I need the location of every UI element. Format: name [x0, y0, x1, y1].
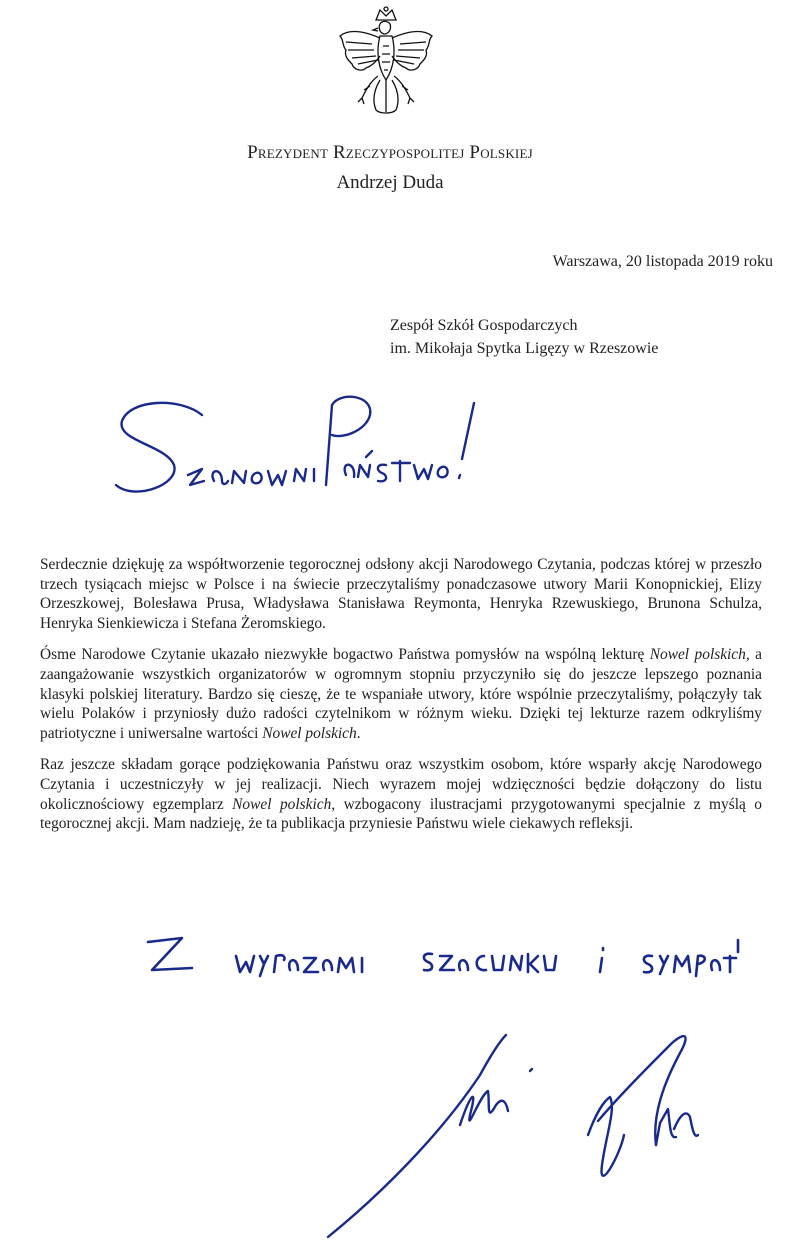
body-p3-text-b: , wzbogacony ilustracjami przygotowanymi specjalnie z myślą o tegorocznej akcji. Mam nadzieję, że ta publikacja przyniesie Państwu wiele ciekawych refleksji.: [40, 795, 762, 833]
recipient-line-1: Zespół Szkół Gospodarczych: [390, 317, 578, 334]
handwritten-closing: [140, 928, 740, 988]
book-title: Nowel polskich: [262, 724, 357, 742]
letter-body: [40, 555, 762, 846]
sender-title: Prezydent Rzeczypospolitej Polskiej: [247, 142, 533, 163]
body-paragraph-3: [40, 755, 762, 833]
body-p2-text-b: , a zaangażowanie wszystkich organizatorów w ogromnym stopniu przyczyniło się do jeszcze lepszego poznania klasyki polskiej literatury. Bardzo się cieszę, że te wspaniałe utwory, które wspólnie przeczytaliśmy, połączyły tak wielu Polaków i przyniosły dużo radości czytelnikom w różnym wieku. Dzięki tej lekturze razem odkryliśmy patriotyczne i uniwersalne wartości: [40, 646, 762, 742]
body-p3-text-a: Raz jeszcze składam gorące podziękowania Państwu oraz wszystkim osobom, które wsparły akcję Narodowego Czytania i uczestniczyły w jej realizacji. Niech wyrazem mojej wdzięczności będzie dołączony do listu okolicznościowy egzemplarz: [40, 756, 762, 813]
book-title: Nowel polskich: [649, 646, 746, 664]
white-eagle-emblem-icon: [336, 6, 436, 126]
book-title: Nowel polskich: [232, 795, 332, 813]
body-p2-text-a: Ósme Narodowe Czytanie ukazało niezwykłe bogactwo Państwa pomysłów na wspólną lekturę: [40, 646, 650, 664]
handwritten-greeting: [110, 385, 490, 510]
body-paragraph-2: [40, 645, 762, 743]
sender-name: Andrzej Duda: [336, 172, 444, 193]
date-line: Warszawa, 20 listopada 2019 roku: [552, 253, 773, 270]
recipient-line-2: im. Mikołaja Spytka Ligęzy w Rzeszowie: [390, 340, 659, 357]
body-paragraph-1: Serdecznie dziękuję za współtworzenie tegorocznej odsłony akcji Narodowego Czytania, podczas której w przeszło trzech tysiącach miejsc w Polsce i na świecie przeczytaliśmy ponadczasowe utwory Marii Konopnickiej, Elizy Orzeszkowej, Bolesława Prusa, Władysława Stanisława Reymonta, Henryka Rzewuskiego, Brunona Schulza, Henryka Sienkiewicza i Stefana Żeromskiego.: [40, 556, 762, 632]
body-p2-text-c: .: [356, 724, 361, 742]
signature: [320, 1005, 710, 1245]
